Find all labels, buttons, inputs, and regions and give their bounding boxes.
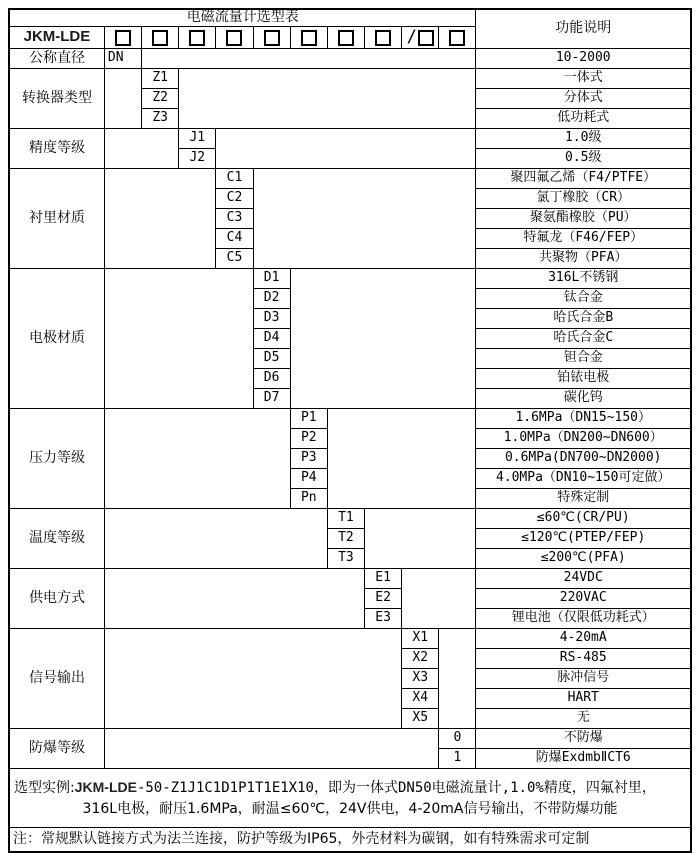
option-code: X3 <box>402 669 439 689</box>
option-desc: 4.0MPa（DN10~150可定做） <box>476 469 691 489</box>
spacer-cell <box>216 129 476 169</box>
checkbox-icon <box>375 30 391 46</box>
option-code: P1 <box>290 409 327 429</box>
model-code-cell-1 <box>104 27 141 49</box>
model-code-cell-3 <box>179 27 216 49</box>
option-desc: 一体式 <box>476 69 691 89</box>
option-desc: 316L不锈钢 <box>476 269 691 289</box>
option-code: C2 <box>216 189 253 209</box>
option-desc: 低功耗式 <box>476 109 691 129</box>
option-code: Z2 <box>142 89 179 109</box>
section-label-power-supply: 供电方式 <box>9 569 104 629</box>
option-desc: HART <box>476 689 691 709</box>
option-desc: 无 <box>476 709 691 729</box>
option-code: C5 <box>216 249 253 269</box>
section-label-temperature: 温度等级 <box>9 509 104 569</box>
spacer-cell <box>290 269 476 409</box>
option-code: X1 <box>402 629 439 649</box>
spacer-cell <box>104 729 438 769</box>
checkbox-icon <box>418 30 434 46</box>
option-code: T3 <box>327 549 364 569</box>
option-code: D4 <box>253 329 290 349</box>
option-code: Pn <box>290 489 327 509</box>
checkbox-icon <box>449 30 465 46</box>
note-cell: 注：常规默认链接方式为法兰连接，防护等级为IP65，外壳材料为碳钢，如有特殊需求可定制 <box>9 828 691 853</box>
option-desc: 4-20mA <box>476 629 691 649</box>
option-desc: 聚氨酯橡胶（PU） <box>476 209 691 229</box>
option-code: T1 <box>327 509 364 529</box>
option-code: D6 <box>253 369 290 389</box>
option-desc: 共聚物（PFA） <box>476 249 691 269</box>
model-code-cell-8 <box>365 27 402 49</box>
spacer-cell <box>439 629 476 729</box>
model-prefix: JKM-LDE <box>9 27 104 49</box>
option-desc: 特氟龙（F46/FEP） <box>476 229 691 249</box>
model-code-cell-2 <box>142 27 179 49</box>
selection-table <box>8 8 692 853</box>
option-code: C1 <box>216 169 253 189</box>
option-desc: 24VDC <box>476 569 691 589</box>
slash-separator: / <box>406 27 417 48</box>
option-code: D2 <box>253 289 290 309</box>
checkbox-icon <box>115 30 131 46</box>
option-desc: 铂铱电极 <box>476 369 691 389</box>
section-label-accuracy: 精度等级 <box>9 129 104 169</box>
checkbox-icon <box>264 30 280 46</box>
option-desc: 哈氏合金B <box>476 309 691 329</box>
option-desc: 防爆ExdmbⅡCT6 <box>476 749 691 769</box>
option-code: DN <box>104 49 141 69</box>
spacer-cell <box>365 509 476 569</box>
selection-example-line1 <box>14 777 686 798</box>
option-code: C3 <box>216 209 253 229</box>
option-code: T2 <box>327 529 364 549</box>
option-code: X5 <box>402 709 439 729</box>
checkbox-icon <box>226 30 242 46</box>
option-desc: 特殊定制 <box>476 489 691 509</box>
spacer-cell <box>104 129 178 169</box>
option-desc: ≤200℃(PFA) <box>476 549 691 569</box>
selection-example-line2: 316L电极，耐压1.6MPa，耐温≤60℃，24V供电，4-20mA信号输出，不带防爆功能 <box>82 800 618 817</box>
checkbox-icon <box>338 30 354 46</box>
function-column-header: 功能说明 <box>476 9 691 49</box>
option-desc: 脉冲信号 <box>476 669 691 689</box>
option-desc: 0.6MPa(DN700~DN2000) <box>476 449 691 469</box>
option-desc: 锂电池（仅限低功耗式） <box>476 609 691 629</box>
option-code: 1 <box>439 749 476 769</box>
option-desc: 钛合金 <box>476 289 691 309</box>
option-code: Z3 <box>142 109 179 129</box>
option-desc: 不防爆 <box>476 729 691 749</box>
spacer-cell <box>104 409 290 509</box>
option-desc: 1.0MPa（DN200~DN600） <box>476 429 691 449</box>
selection-example-cell <box>9 769 691 828</box>
option-code: E1 <box>365 569 402 589</box>
option-code: J2 <box>179 149 216 169</box>
option-code: D1 <box>253 269 290 289</box>
spacer-cell <box>104 169 215 269</box>
section-label-converter-type: 转换器类型 <box>9 69 104 129</box>
option-code: D7 <box>253 389 290 409</box>
example-model-rest: -50-Z1J1C1D1P1T1E1X10，即为一体式DN50电磁流量计,1.0%精度，四氟衬里， <box>136 780 656 797</box>
example-model-prefix: JKM-LDE <box>74 779 137 796</box>
model-code-cell-6 <box>290 27 327 49</box>
section-label-pressure: 压力等级 <box>9 409 104 509</box>
spacer-cell <box>142 49 476 69</box>
spacer-cell <box>104 269 253 409</box>
model-code-cell-4 <box>216 27 253 49</box>
option-code: X2 <box>402 649 439 669</box>
option-desc: 聚四氟乙烯（F4/PTFE） <box>476 169 691 189</box>
option-desc: RS-485 <box>476 649 691 669</box>
spacer-cell <box>179 69 476 129</box>
section-label-diameter: 公称直径 <box>9 49 104 69</box>
option-code: C4 <box>216 229 253 249</box>
spacer-cell <box>104 569 364 629</box>
option-code: J1 <box>179 129 216 149</box>
section-label-explosion-proof: 防爆等级 <box>9 729 104 769</box>
option-desc: 分体式 <box>476 89 691 109</box>
option-code: E3 <box>365 609 402 629</box>
spacer-cell <box>104 629 401 729</box>
option-desc: 钽合金 <box>476 349 691 369</box>
section-label-lining: 衬里材质 <box>9 169 104 269</box>
model-code-cell-10 <box>439 27 476 49</box>
spacer-cell <box>253 169 476 269</box>
option-desc: 氯丁橡胶（CR） <box>476 189 691 209</box>
example-prefix: 选型实例: <box>14 780 75 797</box>
checkbox-icon <box>152 30 168 46</box>
option-desc: 220VAC <box>476 589 691 609</box>
option-desc: ≤120℃(PTEP/FEP) <box>476 529 691 549</box>
spacer-cell <box>327 409 476 509</box>
option-desc: 碳化钨 <box>476 389 691 409</box>
section-label-signal-output: 信号输出 <box>9 629 104 729</box>
option-code: X4 <box>402 689 439 709</box>
option-desc: 1.6MPa（DN15~150） <box>476 409 691 429</box>
option-code: D3 <box>253 309 290 329</box>
table-title: 电磁流量计选型表 <box>9 9 476 27</box>
option-desc: 1.0级 <box>476 129 691 149</box>
model-code-cell-7 <box>327 27 364 49</box>
option-code: P2 <box>290 429 327 449</box>
checkbox-icon <box>189 30 205 46</box>
spacer-cell <box>104 69 141 129</box>
option-desc: 哈氏合金C <box>476 329 691 349</box>
spacer-cell <box>104 509 327 569</box>
option-code: D5 <box>253 349 290 369</box>
option-code: P3 <box>290 449 327 469</box>
option-desc: 10-2000 <box>476 49 691 69</box>
option-desc: 0.5级 <box>476 149 691 169</box>
spacer-cell <box>402 569 476 629</box>
option-code: 0 <box>439 729 476 749</box>
section-label-electrode: 电极材质 <box>9 269 104 409</box>
model-code-cell-5 <box>253 27 290 49</box>
model-code-cell-9 <box>402 27 439 49</box>
option-code: Z1 <box>142 69 179 89</box>
option-desc: ≤60℃(CR/PU) <box>476 509 691 529</box>
option-code: E2 <box>365 589 402 609</box>
checkbox-icon <box>301 30 317 46</box>
option-code: P4 <box>290 469 327 489</box>
